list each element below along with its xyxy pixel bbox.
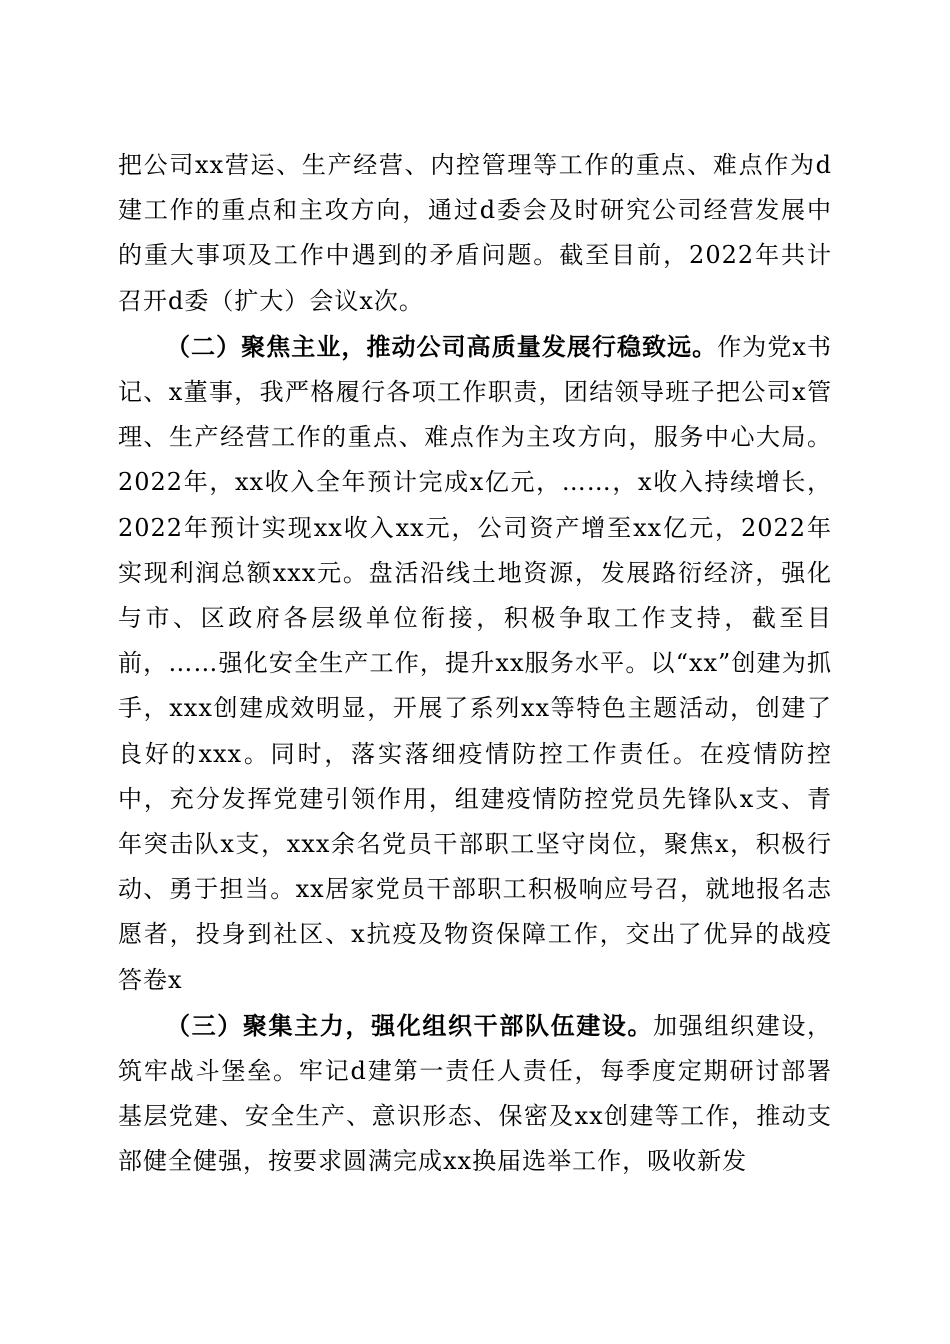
- paragraph-3-heading: （三）聚集主力，强化组织干部队伍建设。: [166, 1010, 654, 1040]
- paragraph-1: [118, 142, 832, 324]
- paragraph-1-text: 把公司xx营运、生产经营、内控管理等工作的重点、难点作为d建工作的重点和主攻方向，通过d委会及时研究公司经营发展中的重大事项及工作中遇到的矛盾问题。截至目前，2022年共计召开d委（扩大）会议x次。: [118, 151, 832, 315]
- paragraph-3: [118, 1003, 832, 1185]
- document-body: [118, 142, 832, 1185]
- paragraph-2-text: 作为党x书记、x董事，我严格履行各项工作职责，团结领导班子把公司x管理、生产经营工作的重点、难点作为主攻方向，服务中心大局。2022年，xx收入全年预计完成x亿元，……，x收入持续增长，2022年预计实现xx收入xx元，公司资产增至xx亿元，2022年实现利润总额xxx元。盘活沿线土地资源，发展路衍经济，强化与市、区政府各层级单位衔接，积极争取工作支持，截至目前，……强化安全生产工作，提升xx服务水平。以“xx”创建为抓手，xxx创建成效明显，开展了系列xx等特色主题活动，创建了良好的xxx。同时，落实落细疫情防控工作责任。在疫情防控中，充分发挥党建引领作用，组建疫情防控党员先锋队x支、青年突击队x支，xxx余名党员干部职工坚守岗位，聚焦x，积极行动、勇于担当。xx居家党员干部职工积极响应号召，就地报名志愿者，投身到社区、x抗疫及物资保障工作，交出了优异的战疫答卷x: [118, 332, 832, 994]
- paragraph-3-text: 加强组织建设，筑牢战斗堡垒。牢记d建第一责任人责任，每季度定期研讨部署基层党建、安全生产、意识形态、保密及xx创建等工作，推动支部健全健强，按要求圆满完成xx换届选举工作，吸收新发: [118, 1011, 833, 1176]
- paragraph-2: [118, 324, 832, 1003]
- paragraph-2-heading: （二）聚焦主业，推动公司高质量发展行稳致远。: [166, 331, 718, 361]
